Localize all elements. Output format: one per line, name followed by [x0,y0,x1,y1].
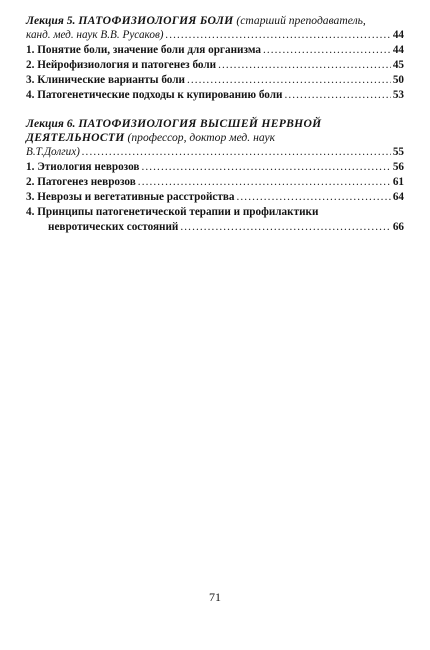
dot-leader [82,145,391,160]
dot-leader [166,28,391,43]
toc-item-text: 2. Нейрофизиология и патогенез боли [26,59,217,71]
lecture-title: ПАТОФИЗИОЛОГИЯ БОЛИ [78,14,234,27]
toc-item-text: 3. Неврозы и вегетативные расстройства [26,191,235,203]
toc-item-text: 1. Понятие боли, значение боли для организма [26,44,261,56]
toc-item [26,205,404,220]
page-ref: 53 [392,89,404,101]
toc-item-cont [26,220,404,235]
toc-item-text: 1. Этиология неврозов [26,161,140,173]
page-ref: 44 [392,29,404,41]
lecture-5 [26,14,404,103]
lecture-5-items [26,43,404,103]
lecture-title: ПАТОФИЗИОЛОГИЯ ВЫСШЕЙ НЕРВНОЙ [78,117,322,130]
lecture-6-items [26,160,404,235]
lecture-6 [26,117,404,235]
lecture-author-row [26,145,404,160]
toc-item [26,175,404,190]
dot-leader [141,160,390,175]
toc-item [26,73,404,88]
page-ref: 56 [392,161,404,173]
lecture-author-cont: В.Т.Долгих) [26,146,80,158]
dot-leader [180,220,390,235]
toc-item [26,58,404,73]
page-ref: 50 [392,74,404,86]
toc-item [26,190,404,205]
dot-leader [218,58,391,73]
page-number: 71 [209,590,221,604]
lecture-author-row [26,28,404,43]
table-of-contents [26,14,404,249]
toc-item [26,88,404,103]
page-ref: 61 [392,176,404,188]
dot-leader [138,175,391,190]
dot-leader [187,73,391,88]
page-ref: 44 [392,44,404,56]
toc-item-text: 4. Принципы патогенетической терапии и профилактики [26,206,319,218]
dot-leader [284,88,390,103]
lecture-label: Лекция 6. [26,117,76,130]
toc-item-text: 3. Клинические варианты боли [26,74,185,86]
lecture-author: (профессор, доктор мед. наук [127,131,276,144]
lecture-5-heading [26,14,404,28]
page-ref: 66 [392,221,404,233]
lecture-title-cont: ДЕЯТЕЛЬНОСТИ [26,131,125,144]
toc-item [26,43,404,58]
toc-item-text-cont: невротических состояний [48,221,179,233]
lecture-6-heading-cont [26,131,404,145]
page-ref: 55 [392,146,404,158]
lecture-author-cont: канд. мед. наук В.В. Русаков) [26,29,164,41]
toc-item-text: 2. Патогенез неврозов [26,176,136,188]
page-ref: 45 [392,59,404,71]
lecture-6-heading [26,117,404,131]
dot-leader [263,43,391,58]
toc-item-text: 4. Патогенетические подходы к купированию боли [26,89,283,101]
dot-leader [237,190,391,205]
lecture-author: (старший преподаватель, [236,14,366,27]
lecture-label: Лекция 5. [26,14,76,27]
toc-item [26,160,404,175]
page-ref: 64 [392,191,404,203]
